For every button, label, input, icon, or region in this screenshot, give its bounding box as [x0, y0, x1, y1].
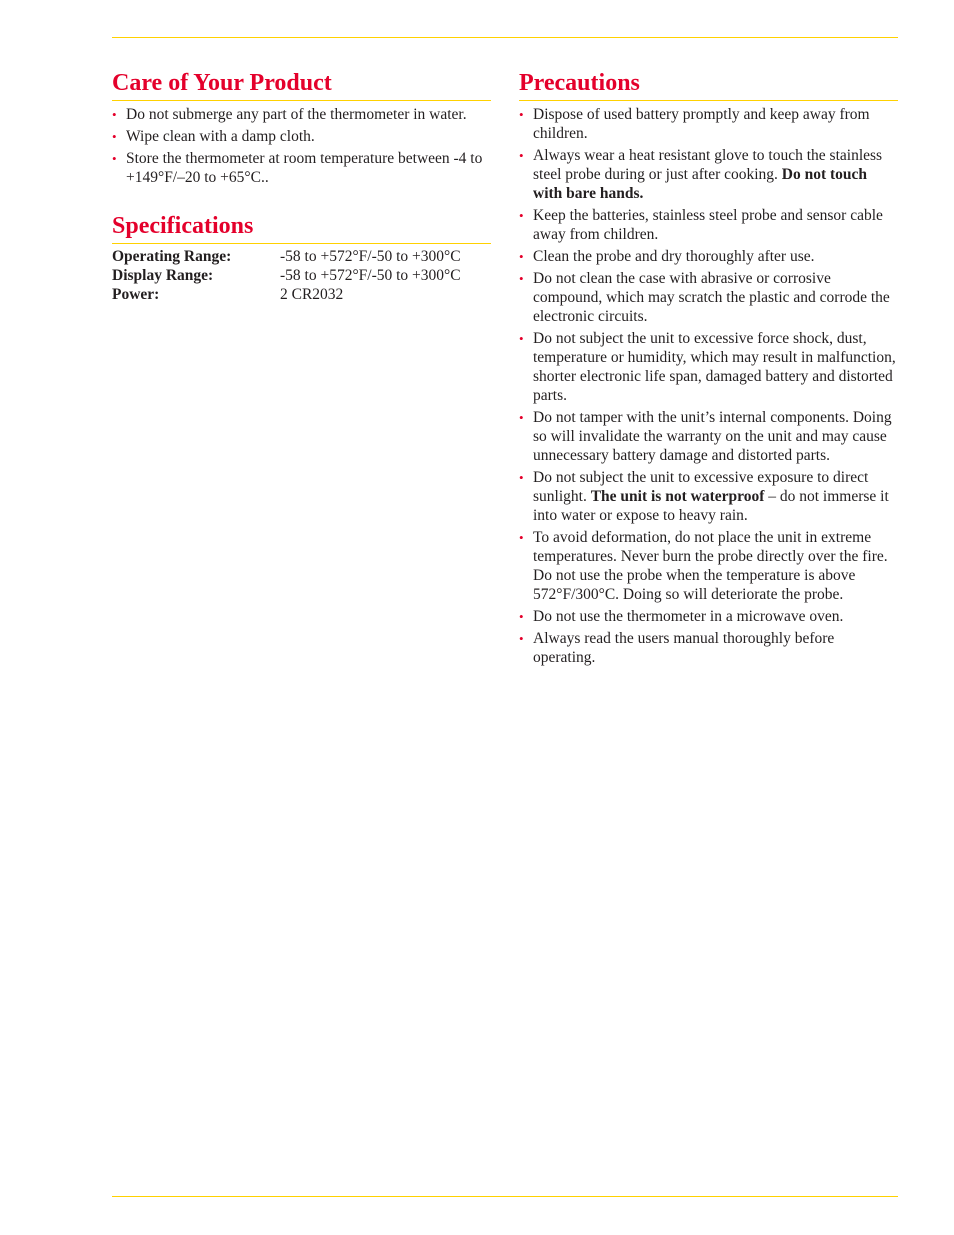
precaution-text: Dispose of used battery promptly and keep away from children. [533, 106, 870, 142]
spec-value: -58 to +572°F/-50 to +300°C [280, 267, 461, 284]
precaution-text: Do not use the thermometer in a microwave oven. [533, 608, 844, 625]
bullet-icon: • [112, 107, 117, 122]
spec-label: Power: [112, 286, 160, 303]
bullet-icon: • [519, 148, 524, 163]
bullet-icon: • [519, 208, 524, 223]
precaution-item [519, 468, 898, 525]
precaution-text: Do not clean the case with abrasive or corrosive compound, which may scratch the plastic and corrode the electronic circuits. [533, 270, 890, 325]
spec-row [112, 285, 461, 304]
bullet-icon: • [112, 151, 117, 166]
care-heading: Care of Your Product [112, 68, 491, 101]
spec-label: Display Range: [112, 267, 214, 284]
right-column [519, 68, 898, 670]
top-rule [112, 37, 898, 38]
spec-row [112, 247, 461, 266]
precaution-bold-text: The unit is not waterproof [590, 488, 765, 505]
precaution-text: Do not subject the unit to excessive exposure to direct sunlight. [533, 469, 869, 505]
bullet-icon: • [519, 410, 524, 425]
precaution-text: Keep the batteries, stainless steel probe and sensor cable away from children. [533, 207, 883, 243]
left-column [112, 68, 491, 304]
precaution-item [519, 629, 898, 667]
specifications-table [112, 247, 461, 304]
bullet-icon: • [519, 271, 524, 286]
precaution-item [519, 105, 898, 143]
precaution-item [519, 247, 898, 266]
precaution-bold-text: Do not touch with bare hands. [533, 166, 868, 202]
precaution-item [519, 408, 898, 465]
care-item [112, 127, 491, 146]
precaution-text: Do not tamper with the unit’s internal components. Doing so will invalidate the warranty on the unit and may cause unnecessary battery damage and distorted parts. [533, 409, 892, 464]
precaution-item [519, 269, 898, 326]
care-item-text: Store the thermometer at room temperature between -4 to +149°F/–20 to +65°C.. [126, 150, 483, 186]
precaution-text: Always wear a heat resistant glove to touch the stainless steel probe during or just after cooking. [533, 147, 883, 183]
bullet-icon: • [519, 470, 524, 485]
spec-value: -58 to +572°F/-50 to +300°C [280, 248, 461, 265]
precaution-item [519, 206, 898, 244]
precaution-text-tail: – do not immerse it into water or expose to heavy rain. [533, 488, 889, 524]
care-item-text: Wipe clean with a damp cloth. [126, 128, 315, 145]
spec-value: 2 CR2032 [280, 286, 344, 303]
bullet-icon: • [519, 609, 524, 624]
care-item-text: Do not submerge any part of the thermometer in water. [126, 106, 467, 123]
precaution-item [519, 528, 898, 604]
precaution-text: To avoid deformation, do not place the unit in extreme temperatures. Never burn the probe directly over the fire. Do not use the probe when the temperature is above 572°F/300°C. Doing so will deteriorate the probe. [533, 529, 888, 603]
bullet-icon: • [519, 107, 524, 122]
precaution-text: Clean the probe and dry thoroughly after use. [533, 248, 815, 265]
specifications-heading: Specifications [112, 211, 491, 244]
precaution-item [519, 146, 898, 203]
care-item [112, 105, 491, 124]
bullet-icon: • [519, 530, 524, 545]
spec-row [112, 266, 461, 285]
precaution-text: Do not subject the unit to excessive force shock, dust, temperature or humidity, which may result in malfunction, shorter electronic life span, damaged battery and distorted parts. [533, 330, 896, 404]
spec-label: Operating Range: [112, 248, 232, 265]
precaution-item [519, 607, 898, 626]
precautions-list [519, 105, 898, 667]
precaution-text: Always read the users manual thoroughly before operating. [533, 630, 835, 666]
care-item [112, 149, 491, 187]
bullet-icon: • [519, 631, 524, 646]
precaution-item [519, 329, 898, 405]
bottom-rule [112, 1196, 898, 1197]
bullet-icon: • [112, 129, 117, 144]
care-list [112, 105, 491, 187]
bullet-icon: • [519, 249, 524, 264]
precautions-heading: Precautions [519, 68, 898, 101]
bullet-icon: • [519, 331, 524, 346]
